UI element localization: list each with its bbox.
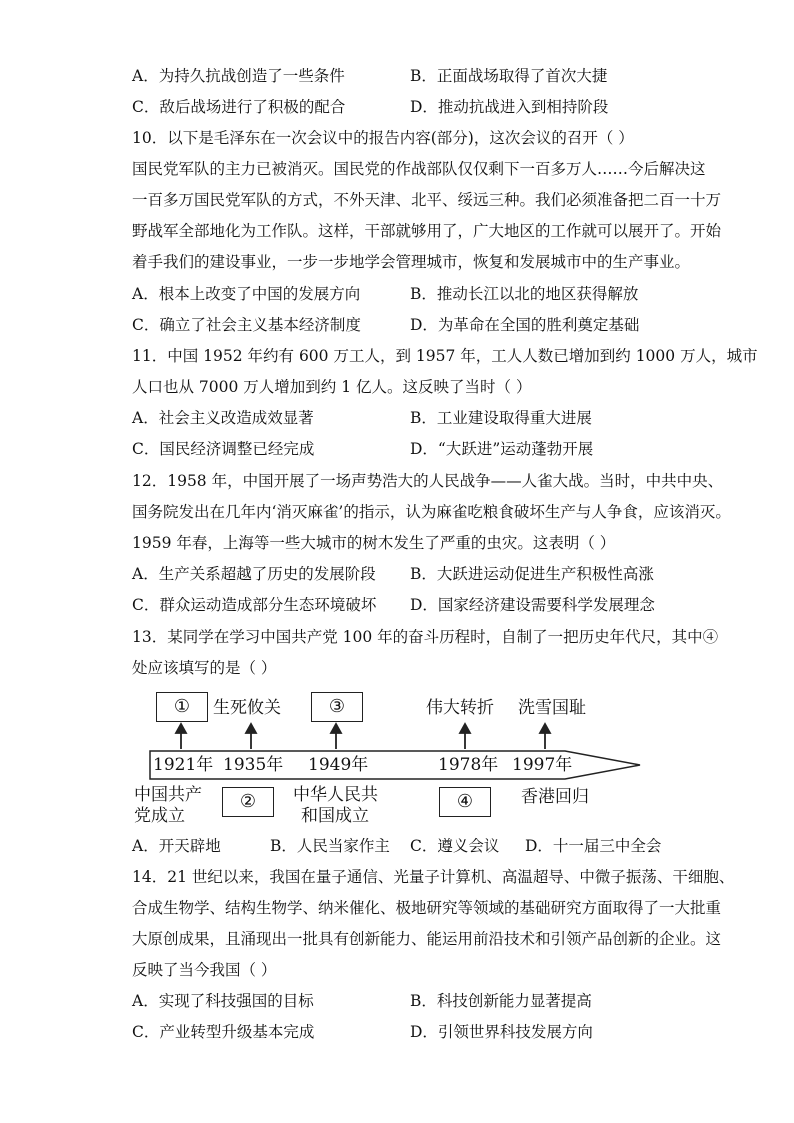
- q10-option-c[interactable]: C．确立了社会主义基本经济制度: [132, 316, 361, 334]
- q12-option-b[interactable]: B．大跃进运动促进生产积极性高涨: [410, 565, 654, 583]
- q13-stem-line: 处应该填写的是（ ）: [132, 659, 277, 677]
- q12-option-a[interactable]: A．生产关系超越了历史的发展阶段: [132, 565, 376, 583]
- timeline-box-2: ②: [222, 787, 274, 817]
- q14-option-d[interactable]: D．引领世界科技发展方向: [410, 1023, 593, 1041]
- timeline-box-4: ④: [439, 787, 491, 817]
- q14-option-c[interactable]: C．产业转型升级基本完成: [132, 1023, 315, 1041]
- q11-stem-line: 人口也从 7000 万人增加到约 1 亿人。这反映了当时（ ）: [132, 378, 532, 396]
- timeline-arrowhead: [246, 724, 256, 733]
- q9-option-d[interactable]: D．推动抗战进入到相持阶段: [410, 98, 609, 116]
- q11-option-b[interactable]: B．工业建设取得重大进展: [410, 409, 592, 427]
- timeline-year: 1997年: [512, 755, 573, 775]
- q14-option-a[interactable]: A．实现了科技强国的目标: [132, 992, 314, 1010]
- q10-quote-line: 着手我们的建设事业，一步一步地学会管理城市，恢复和发展城市中的生产事业。: [132, 253, 691, 271]
- timeline-year: 1921年: [153, 755, 214, 775]
- timeline-arrowhead: [331, 724, 341, 733]
- timeline-arrowhead: [460, 724, 470, 733]
- q11-option-c[interactable]: C．国民经济调整已经完成: [132, 440, 315, 458]
- q10-option-a[interactable]: A．根本上改变了中国的发展方向: [132, 285, 361, 303]
- q12-stem-line: 1959 年春，上海等一些大城市的树木发生了严重的虫灾。这表明（ ）: [132, 534, 616, 552]
- q10-quote-line: 一百多万国民党军队的方式，不外天津、北平、绥远三种。我们必须准备把二百一十万: [132, 191, 722, 209]
- q13-option-b[interactable]: B．人民当家作主: [270, 837, 390, 855]
- q9-option-b[interactable]: B．正面战场取得了首次大捷: [410, 67, 608, 85]
- timeline-label-hk-return: 香港回归: [521, 787, 589, 807]
- q11-option-a[interactable]: A．社会主义改造成效显著: [132, 409, 314, 427]
- timeline-box-3: ③: [311, 692, 363, 722]
- q9-option-a[interactable]: A．为持久抗战创造了一些条件: [132, 67, 345, 85]
- timeline-label-xixue: 洗雪国耻: [518, 698, 586, 718]
- q11-stem-line: 11．中国 1952 年约有 600 万工人，到 1957 年，工人人数已增加到约 1000 万人，城市: [132, 347, 758, 365]
- q10-stem: 10．以下是毛泽东在一次会议中的报告内容(部分)，这次会议的召开（ ）: [132, 129, 634, 147]
- timeline-box-1: ①: [156, 692, 208, 722]
- timeline-label-cpc-founded: 党成立: [134, 806, 185, 826]
- q10-option-d[interactable]: D．为革命在全国的胜利奠定基础: [410, 316, 640, 334]
- timeline-year: 1949年: [308, 755, 369, 775]
- timeline-year: 1978年: [438, 755, 499, 775]
- timeline-label-cpc-founded: 中国共产: [134, 785, 202, 805]
- timeline-year: 1935年: [223, 755, 284, 775]
- q9-option-c[interactable]: C．敌后战场进行了积极的配合: [132, 98, 346, 116]
- timeline-arrowhead: [176, 724, 186, 733]
- q14-stem-line: 大原创成果，且涌现出一批具有创新能力、能运用前沿技术和引领产品创新的企业。这: [132, 930, 722, 948]
- timeline-label-prc-founded: 和国成立: [301, 806, 369, 826]
- q13-option-c[interactable]: C．遵义会议: [410, 837, 500, 855]
- q12-stem-line: 国务院发出在几年内‘消灭麻雀’的指示，认为麻雀吃粮食破坏生产与人争食，应该消灭。: [132, 503, 731, 521]
- q14-stem-line: 14．21 世纪以来，我国在量子通信、光量子计算机、高温超导、中微子振荡、干细胞、: [132, 868, 735, 886]
- q12-option-c[interactable]: C．群众运动造成部分生态环境破坏: [132, 596, 377, 614]
- q13-option-a[interactable]: A．开天辟地: [132, 837, 221, 855]
- q10-quote-line: 国民党军队的主力已被消灭。国民党的作战部队仅仅剩下一百多万人……今后解决这: [132, 160, 706, 178]
- q12-stem-line: 12．1958 年，中国开展了一场声势浩大的人民战争——人雀大战。当时，中共中央、: [132, 472, 724, 490]
- timeline-label-shengsi: 生死攸关: [213, 698, 281, 718]
- q11-option-d[interactable]: D．“大跃进”运动蓬勃开展: [410, 440, 594, 458]
- q10-quote-line: 野战军全部地化为工作队。这样，干部就够用了，广大地区的工作就可以展开了。开始: [132, 222, 722, 240]
- timeline-label-prc-founded: 中华人民共: [293, 785, 378, 805]
- q14-option-b[interactable]: B．科技创新能力显著提高: [410, 992, 592, 1010]
- q14-stem-line: 合成生物学、结构生物学、纳米催化、极地研究等领域的基础研究方面取得了一大批重: [132, 899, 722, 917]
- q12-option-d[interactable]: D．国家经济建设需要科学发展理念: [410, 596, 655, 614]
- timeline-arrowhead: [540, 724, 550, 733]
- q13-option-d[interactable]: D．十一届三中全会: [525, 837, 662, 855]
- q10-option-b[interactable]: B．推动长江以北的地区获得解放: [410, 285, 639, 303]
- q14-stem-line: 反映了当今我国（ ）: [132, 961, 277, 979]
- timeline-label-weida: 伟大转折: [426, 698, 494, 718]
- q13-stem-line: 13．某同学在学习中国共产党 100 年的奋斗历程时，自制了一把历史年代尺，其中④: [132, 628, 719, 646]
